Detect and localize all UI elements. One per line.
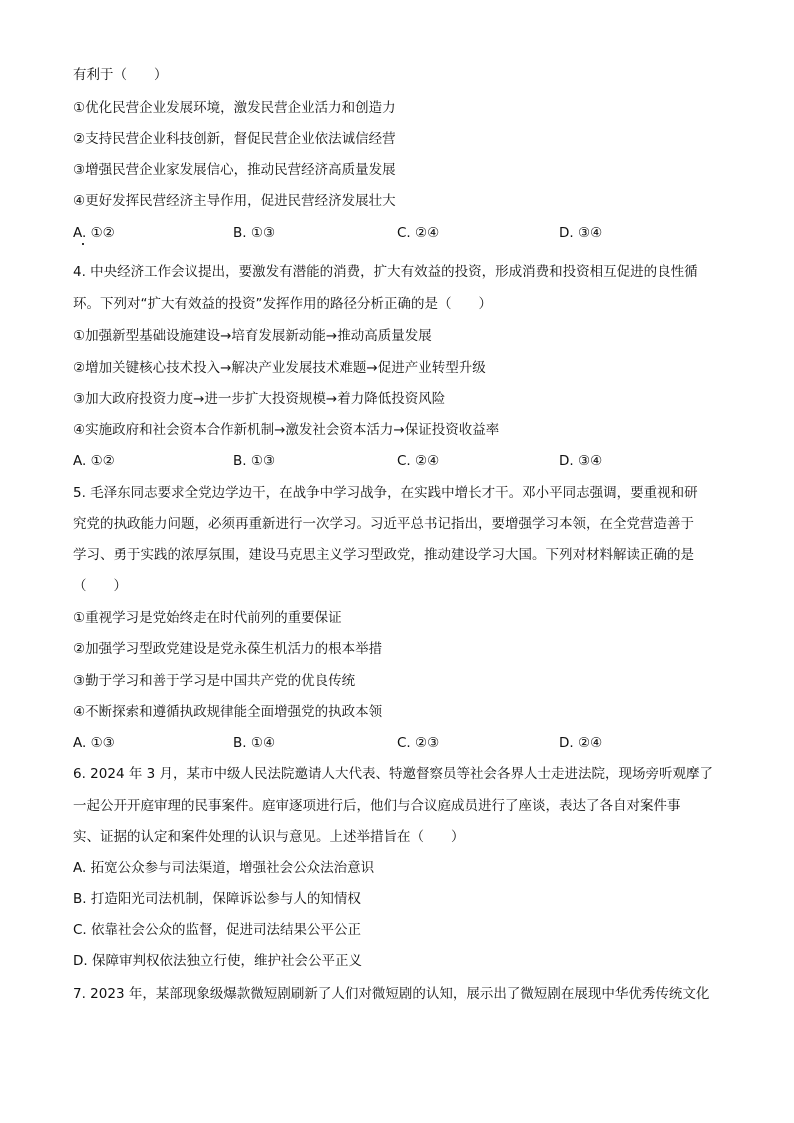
q6-choice-d[interactable]: D. 保障审判权依法独立行使，维护社会公平正义 (73, 953, 362, 969)
q3-option-b[interactable]: B. ①③ (233, 225, 276, 241)
q3-item-3: ③增强民营企业家发展信心，推动民营经济高质量发展 (73, 162, 396, 178)
q5-option-d[interactable]: D. ②④ (559, 735, 603, 751)
q5-item-1: ①重视学习是党始终走在时代前列的重要保证 (73, 610, 342, 626)
q3-item-4: ④更好发挥民营经济主导作用，促进民营经济发展壮大 (73, 193, 396, 209)
q5-stem-line-2: 究党的执政能力问题，必须再重新进行一次学习。习近平总书记指出，要增强学习本领，在全党营造善于 (73, 516, 694, 532)
q5-stem-line-4: （ ） (73, 578, 127, 594)
q6-stem-line-1: 6. 2024 年 3 月，某市中级人民法院邀请人大代表、特邀督察员等社会各界人士走进法院，现场旁听观摩了 (73, 766, 713, 782)
q3-option-d[interactable]: D. ③④ (559, 225, 603, 241)
q7-stem-line-1: 7. 2023 年，某部现象级爆款微短剧刷新了人们对微短剧的认知，展示出了微短剧在展现中华优秀传统文化 (73, 986, 710, 1002)
q6-stem-line-3: 实、证据的认定和案件处理的认识与意见。上述举措旨在（ ） (73, 829, 465, 845)
q4-option-b[interactable]: B. ①③ (233, 453, 276, 469)
q5-stem-line-1: 5. 毛泽东同志要求全党边学边干，在战争中学习战争，在实践中增长才干。邓小平同志强调，要重视和研 (73, 485, 698, 501)
q6-stem-line-2: 一起公开开庭审理的民事案件。庭审逐项进行后，他们与合议庭成员进行了座谈，表达了各自对案件事 (73, 798, 681, 814)
q5-item-3: ③勤于学习和善于学习是中国共产党的优良传统 (73, 673, 356, 689)
q6-choice-a[interactable]: A. 拓宽公众参与司法渠道，增强社会公众法治意识 (73, 860, 375, 876)
q3-options (73, 224, 733, 242)
q4-option-a[interactable]: A. ①② (73, 453, 115, 469)
q5-option-b[interactable]: B. ①④ (233, 735, 276, 751)
q4-item-2: ②增加关键核心技术投入→解决产业发展技术难题→促进产业转型升级 (73, 360, 486, 376)
q5-option-c[interactable]: C. ②③ (397, 735, 440, 751)
q4-stem-line-2: 环。下列对“扩大有效益的投资”发挥作用的路径分析正确的是（ ） (73, 296, 492, 312)
q4-options (73, 452, 733, 470)
q6-choice-b[interactable]: B. 打造阳光司法机制，保障诉讼参与人的知情权 (73, 891, 361, 907)
stray-dot-mark (82, 243, 84, 245)
q4-option-d[interactable]: D. ③④ (559, 453, 603, 469)
q5-options (73, 734, 733, 752)
q3-item-1: ①优化民营企业发展环境，激发民营企业活力和创造力 (73, 100, 396, 116)
q4-item-3: ③加大政府投资力度→进一步扩大投资规模→着力降低投资风险 (73, 391, 446, 407)
q6-choice-c[interactable]: C. 依靠社会公众的监督，促进司法结果公平公正 (73, 922, 362, 938)
q4-item-1: ①加强新型基础设施建设→培育发展新动能→推动高质量发展 (73, 328, 432, 344)
q5-stem-line-3: 学习、勇于实践的浓厚氛围，建设马克思主义学习型政党，推动建设学习大国。下列对材料解读正确的是 (73, 547, 694, 563)
q5-item-2: ②加强学习型政党建设是党永葆生机活力的根本举措 (73, 641, 383, 657)
q5-option-a[interactable]: A. ①③ (73, 735, 115, 751)
q4-item-4: ④实施政府和社会资本合作新机制→激发社会资本活力→保证投资收益率 (73, 422, 500, 438)
q3-item-2: ②支持民营企业科技创新，督促民营企业依法诚信经营 (73, 131, 396, 147)
q4-option-c[interactable]: C. ②④ (397, 453, 440, 469)
q4-stem-line-1: 4. 中央经济工作会议提出，要激发有潜能的消费，扩大有效益的投资，形成消费和投资相互促进的良性循 (73, 264, 698, 280)
q3-option-a[interactable]: A. ①② (73, 225, 115, 241)
q5-item-4: ④不断探索和遵循执政规律能全面增强党的执政本领 (73, 704, 383, 720)
q3-option-c[interactable]: C. ②④ (397, 225, 440, 241)
q3-stem-tail: 有利于（ ） (73, 67, 168, 83)
